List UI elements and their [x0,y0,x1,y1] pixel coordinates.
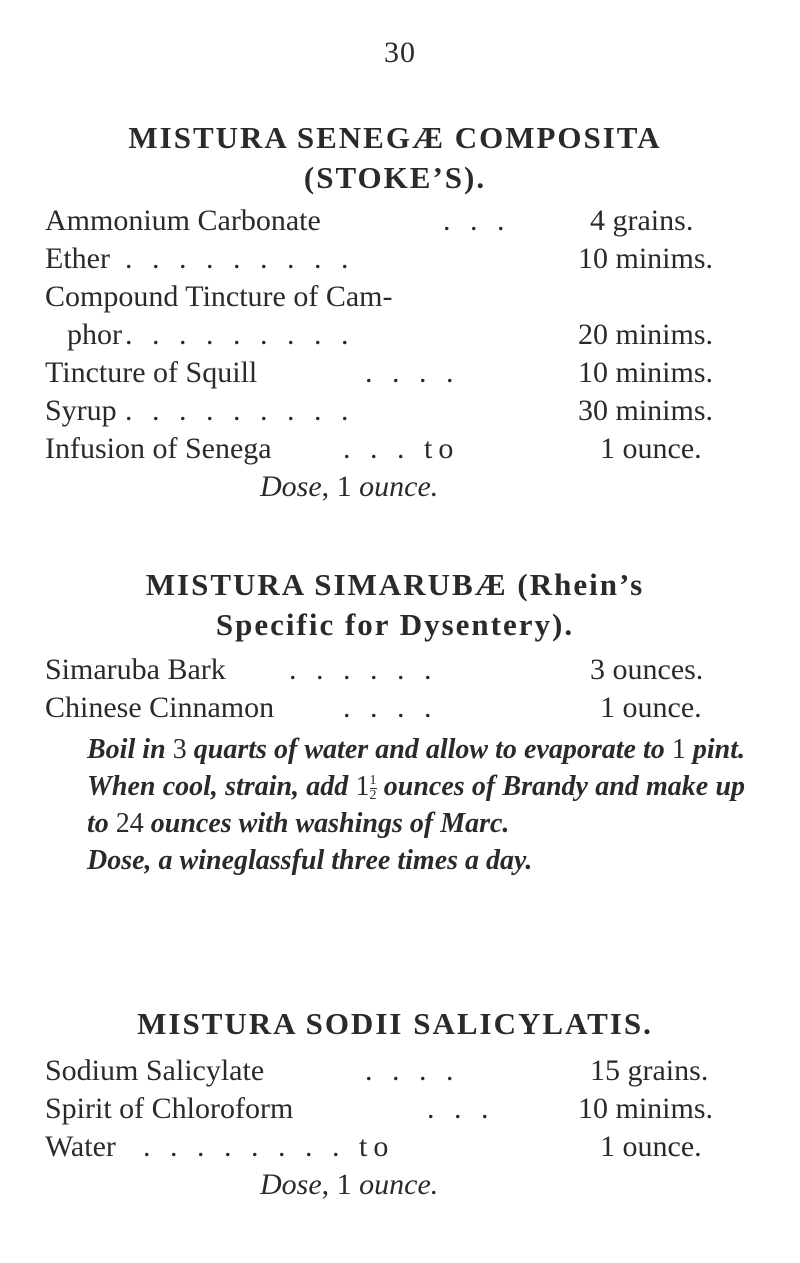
ingredient-quantity: 4 grains. [590,204,694,237]
directions-dose: Dose, a wineglassful three times a day. [87,845,533,876]
ingredient-quantity: 1 ounce. [600,691,702,724]
dot-leaders: . . . . . . [289,653,438,686]
formula-title-line1: MISTURA SIMARUBÆ (Rhein’s [145,567,645,602]
dose-amount: 1 [336,470,352,503]
dot-leaders: . . . to [343,432,460,465]
page-number: 30 [384,36,416,69]
ingredient-name: Tincture of Squill [45,356,258,389]
dot-leaders: . . . . . . . . to [143,1130,395,1163]
ingredient-name: Compound Tincture of Cam- [45,280,393,313]
dose-unit: ounce. [359,1168,439,1201]
dot-leaders: . . . . . . . . . [125,318,355,351]
ingredient-row [45,1052,745,1090]
ingredient-quantity: 30 minims. [578,394,714,427]
dose-line: Dose, 1 ounce. [260,470,439,503]
formula-sodium-salicylate [45,1004,745,1204]
ingredient-row [45,1128,745,1166]
directions-text: Boil in [87,734,166,765]
ingredient-quantity: 10 minims. [578,242,714,275]
ingredient-name: Spirit of Chloroform [45,1092,294,1125]
directions-number: 24 [115,808,144,839]
dot-leaders: . . . . [365,356,460,389]
ingredient-quantity: 10 minims. [578,356,714,389]
ingredient-quantity: 20 minims. [578,318,714,351]
ingredient-name: Water [45,1130,116,1163]
directions-text: ounces of Brandy and make up to [87,771,746,839]
ingredient-row [45,278,745,316]
directions-paragraph [45,731,745,879]
formula-title: MISTURA SODII SALICYLATIS. [137,1006,653,1041]
fraction-half: $\frac{1}{2}$ [369,773,377,804]
ingredient-row [45,392,745,430]
ingredient-name: Ammonium Carbonate [45,204,321,237]
formula-title [45,565,745,645]
directions-text: ounces with washings of Marc. [150,808,510,839]
ingredient-quantity: 3 ounces. [590,653,704,686]
directions-number: 1 [355,771,370,802]
ingredient-row [45,430,745,468]
ingredient-name: Syrup [45,394,117,427]
directions-number: 3 [172,734,187,765]
ingredient-name: phor [67,318,122,351]
ingredient-row [45,202,745,240]
dot-leaders: . . . [427,1092,495,1125]
ingredient-row [45,240,745,278]
formula-simaruba [45,565,745,879]
dose-unit: ounce. [359,470,439,503]
ingredient-name: Infusion of Senega [45,432,272,465]
ingredient-name: Simaruba Bark [45,653,226,686]
dose-line: Dose, 1 ounce. [260,1168,439,1201]
ingredient-row [45,316,745,354]
formula-senega [45,118,745,506]
dose-label: Dose [260,470,322,503]
dot-leaders: . . . . [343,691,438,724]
formula-title [45,118,745,198]
ingredient-quantity: 10 minims. [578,1092,714,1125]
dot-leaders: . . . . . . . . . [125,242,355,275]
dot-leaders: . . . [443,204,511,237]
formula-title-line2: Specific for Dysentery). [215,607,575,642]
ingredient-name: Ether [45,242,110,275]
ingredient-quantity: 1 ounce. [600,1130,702,1163]
ingredient-quantity: 1 ounce. [600,432,702,465]
ingredient-name: Sodium Salicylate [45,1054,265,1087]
directions-text: pint. When cool, strain, add [87,734,746,802]
directions-number: 1 [671,734,686,765]
ingredient-row [45,1090,745,1128]
ingredient-quantity: 15 grains. [590,1054,709,1087]
dose-amount: 1 [336,1168,352,1201]
formula-title-line2: (STOKE’S). [303,160,487,195]
dot-leaders: . . . . [365,1054,460,1087]
ingredient-row [45,354,745,392]
dose-label: Dose [260,1168,322,1201]
ingredient-row [45,651,745,689]
ingredient-name: Chinese Cinnamon [45,691,275,724]
directions-text: quarts of water and allow to evaporate to [193,734,665,765]
ingredient-row [45,689,745,727]
dot-leaders: . . . . . . . . . [125,394,355,427]
formula-title-line1: MISTURA SENEGÆ COMPOSITA [128,120,662,155]
